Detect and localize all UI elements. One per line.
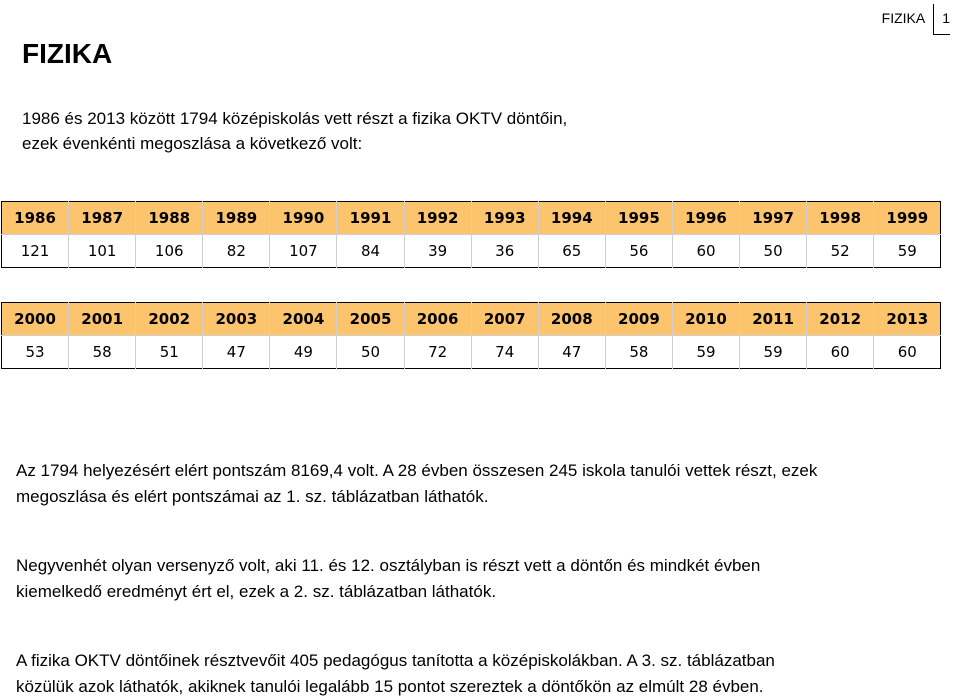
paragraph-line: közülük azok láthatók, akiknek tanulói legalább 15 pontot szereztek a döntőkön az elmúlt 28 évben. bbox=[16, 677, 764, 696]
year-cell: 1989 bbox=[203, 202, 270, 235]
page-number: 1 bbox=[933, 4, 950, 35]
year-cell: 1996 bbox=[672, 202, 739, 235]
running-header bbox=[882, 4, 950, 34]
count-cell: 60 bbox=[897, 343, 917, 361]
count-cell: 84 bbox=[337, 235, 404, 268]
count-cell: 47 bbox=[203, 336, 270, 369]
intro-paragraph bbox=[22, 106, 722, 156]
year-cell: 1995 bbox=[605, 202, 672, 235]
year-cell: 2011 bbox=[740, 303, 807, 336]
paragraph-line: Az 1794 helyezésért elért pontszám 8169,4 volt. A 28 évben összesen 245 iskola tanulói vettek részt, ezek bbox=[16, 461, 818, 480]
count-cell: 50 bbox=[740, 235, 807, 268]
year-cell: 2009 bbox=[605, 303, 672, 336]
year-row bbox=[2, 303, 941, 336]
count-cell: 50 bbox=[337, 336, 404, 369]
year-cell: 1999 bbox=[874, 202, 941, 235]
year-cell: 1992 bbox=[404, 202, 471, 235]
year-cell: 1991 bbox=[337, 202, 404, 235]
count-cell: 65 bbox=[538, 235, 605, 268]
year-cell: 2007 bbox=[471, 303, 538, 336]
year-cell: 1987 bbox=[69, 202, 136, 235]
year-cell: 1993 bbox=[471, 202, 538, 235]
count-row bbox=[2, 235, 941, 268]
year-cell: 2000 bbox=[2, 303, 69, 336]
count-cell: 60 bbox=[672, 235, 739, 268]
count-cell: 51 bbox=[136, 336, 203, 369]
count-cell: 59 bbox=[740, 336, 807, 369]
paragraph-line: A fizika OKTV döntőinek résztvevőit 405 pedagógus tanította a középiskolákban. A 3. sz. táblázatban bbox=[16, 651, 775, 670]
year-cell: 2003 bbox=[203, 303, 270, 336]
year-cell: 2012 bbox=[807, 303, 874, 336]
count-cell: 59 bbox=[672, 336, 739, 369]
year-cell: 1986 bbox=[2, 202, 69, 235]
count-cell: 82 bbox=[203, 235, 270, 268]
count-cell: 49 bbox=[270, 336, 337, 369]
document-title: FIZIKA bbox=[22, 38, 113, 69]
year-cell: 2005 bbox=[337, 303, 404, 336]
year-cell: 1998 bbox=[807, 202, 874, 235]
intro-line-2: ezek évenkénti megoszlása a következő volt: bbox=[22, 134, 363, 153]
year-cell: 2006 bbox=[404, 303, 471, 336]
year-cell: 2002 bbox=[136, 303, 203, 336]
count-cell: 56 bbox=[605, 235, 672, 268]
paragraph-teachers bbox=[16, 648, 936, 700]
count-cell: 107 bbox=[270, 235, 337, 268]
participants-table-2000-2013 bbox=[1, 302, 941, 369]
year-cell: 1988 bbox=[136, 202, 203, 235]
count-cell: 72 bbox=[404, 336, 471, 369]
count-cell: 74 bbox=[471, 336, 538, 369]
count-cell: 39 bbox=[404, 235, 471, 268]
year-cell: 2010 bbox=[672, 303, 739, 336]
year-cell: 2001 bbox=[69, 303, 136, 336]
paragraph-line: kiemelkedő eredményt ért el, ezek a 2. sz. táblázatban láthatók. bbox=[16, 582, 497, 601]
count-cell: 53 bbox=[2, 336, 69, 369]
count-cell: 121 bbox=[2, 235, 69, 268]
paragraph-line: megoszlása és elért pontszámai az 1. sz. táblázatban láthatók. bbox=[16, 487, 489, 506]
count-cell: 59 bbox=[897, 242, 917, 260]
count-row bbox=[2, 336, 941, 369]
paragraph-schools bbox=[16, 458, 936, 510]
participants-table-1986-1999 bbox=[1, 201, 941, 268]
year-cell: 2004 bbox=[270, 303, 337, 336]
year-cell: 1997 bbox=[740, 202, 807, 235]
running-header-title: FIZIKA bbox=[881, 10, 926, 26]
year-cell: 2008 bbox=[538, 303, 605, 336]
count-cell: 60 bbox=[807, 336, 874, 369]
year-cell: 2013 bbox=[874, 303, 941, 336]
count-cell: 52 bbox=[807, 235, 874, 268]
year-cell: 1994 bbox=[538, 202, 605, 235]
paragraph-line: Negyvenhét olyan versenyző volt, aki 11. és 12. osztályban is részt vett a döntőn és mindkét évben bbox=[16, 556, 761, 575]
paragraph-repeat-finalists bbox=[16, 553, 936, 605]
intro-line-1: 1986 és 2013 között 1794 középiskolás vett részt a fizika OKTV döntőin, bbox=[22, 109, 568, 128]
year-cell: 1990 bbox=[270, 202, 337, 235]
count-cell: 58 bbox=[605, 336, 672, 369]
count-cell: 101 bbox=[69, 235, 136, 268]
count-cell: 106 bbox=[136, 235, 203, 268]
year-row bbox=[2, 202, 941, 235]
count-cell: 36 bbox=[471, 235, 538, 268]
count-cell: 47 bbox=[538, 336, 605, 369]
count-cell: 58 bbox=[69, 336, 136, 369]
